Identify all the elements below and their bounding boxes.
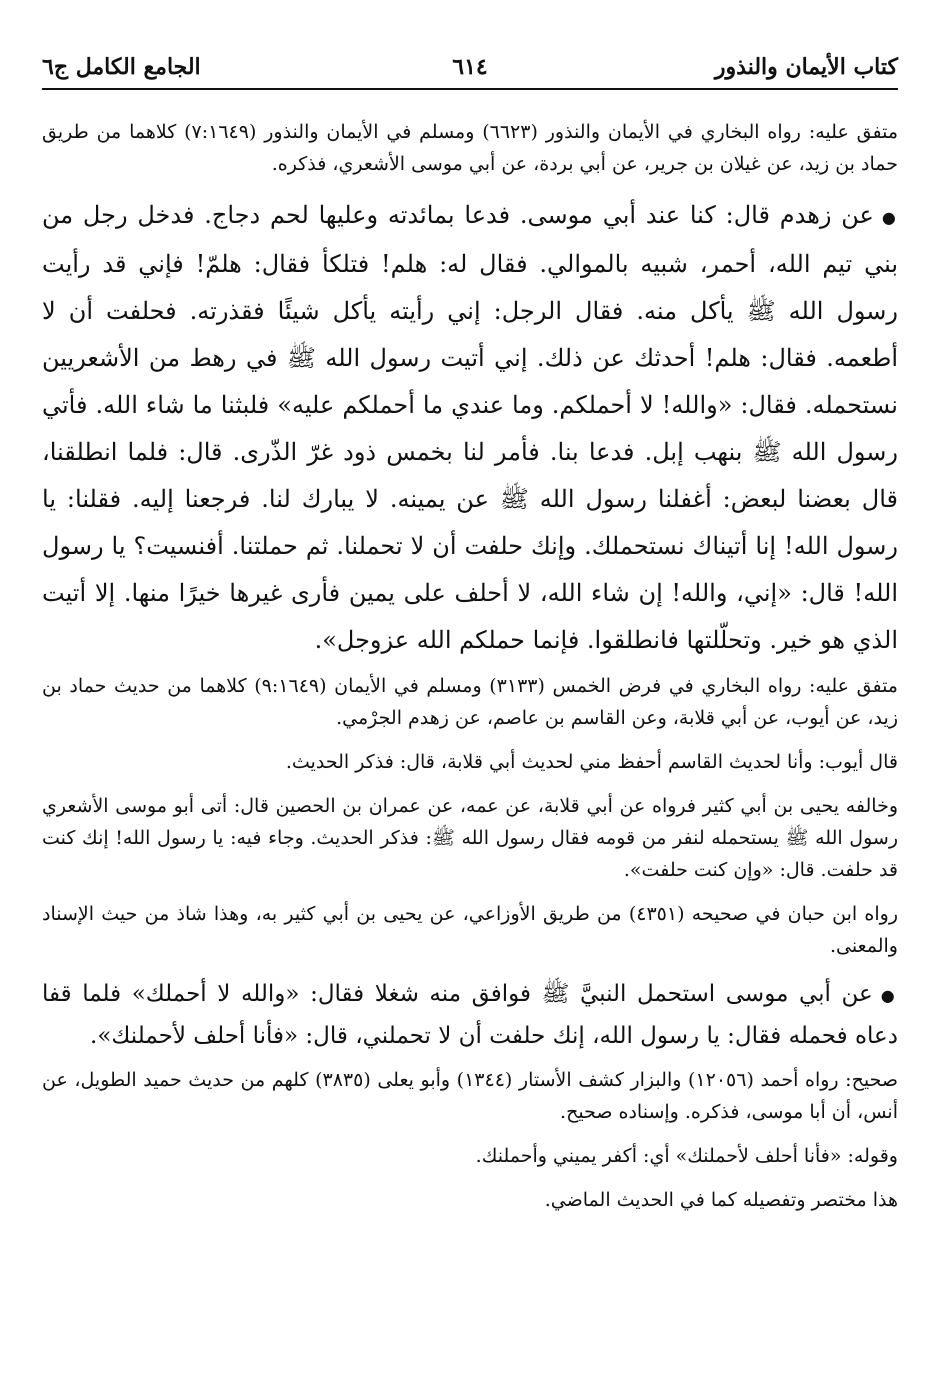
bullet-icon: ● xyxy=(880,986,898,1005)
bullet-icon: ● xyxy=(881,208,898,227)
header-rule xyxy=(42,88,898,90)
takhrij-note: متفق عليه: رواه البخاري في فرض الخمس (٣١٣٣) ومسلم في الأيمان (٩:١٦٤٩) كلاهما من حديث حماد بن زيد، عن أيوب، عن أبي قلابة، وعن القاسم بن عاصم، عن زهدم الجرْمي. xyxy=(42,675,898,729)
running-header xyxy=(42,52,898,88)
book-title: كتاب الأيمان والنذور xyxy=(714,54,898,80)
commentary-note: وقوله: «فأنا أحلف لأحملنك» أي: أكفر يميني وأحملنك. xyxy=(475,1145,898,1167)
commentary-note: وخالفه يحيى بن أبي كثير فرواه عن أبي قلابة، عن عمه، عن عمران بن الحصين قال: أتى أبو موسى الأشعري رسول الله ﷺ يستحمله لنفر من قومه فقال رسول الله ﷺ: فذكر الحديث. وجاء فيه: يا رسول الله! إنك كنت قد حلفت. قال: «وإن كنت حلفت». xyxy=(42,795,898,881)
collection-title: الجامع الكامل ج٦ xyxy=(42,54,201,80)
commentary-note: قال أيوب: وأنا لحديث القاسم أحفظ مني لحديث أبي قلابة، قال: فذكر الحديث. xyxy=(285,751,898,773)
page-number: ٦١٤ xyxy=(452,54,488,80)
hadith-text: ●عن أبي موسى استحمل النبيَّ ﷺ فوافق منه شغلا فقال: «والله لا أحملك» فلما قفا دعاه فحمله فقال: يا رسول الله، إنك حلفت أن لا تحملني، قال: «فأنا أحلف لأحملنك». xyxy=(42,981,898,1049)
hadith-text: ●عن زهدم قال: كنا عند أبي موسى. فدعا بمائدته وعليها لحم دجاج. فدخل رجل من بني تيم الله، أحمر، شبيه بالموالي. فقال له: هلم! فتلكأ فقال: هلمّ! فإني قد رأيت رسول الله ﷺ يأكل منه. فقال الرجل: إني رأيته يأكل شيئًا فقذرته. فحلفت أن لا أطعمه. فقال: هلم! أحدثك عن ذلك. إني أتيت رسول الله ﷺ في رهط من الأشعريين نستحمله. فقال: «والله! لا أحملكم. وما عندي ما أحملكم عليه» فلبثنا ما شاء الله. فأتي رسول الله ﷺ بنهب إبل. فدعا بنا. فأمر لنا بخمس ذود غرّ الذّرى. قال: فلما انطلقنا، قال بعضنا لبعض: أغفلنا رسول الله ﷺ عن يمينه. لا يبارك لنا. فرجعنا إليه. فقلنا: يا رسول الله! إنا أتيناك نستحملك. وإنك حلفت أن لا تحملنا. ثم حملتنا. أفنسيت؟ يا رسول الله! قال: «إني، والله! إن شاء الله، لا أحلف على يمين فأرى غيرها خيرًا منها. إلا أتيت الذي هو خير. وتحلّلتها فانطلقوا. فإنما حملكم الله عزوجل». xyxy=(42,201,899,654)
commentary-note: رواه ابن حبان في صحيحه (٤٣٥١) من طريق الأوزاعي، عن يحيى بن أبي كثير به، وهذا شاذ من حيث الإسناد والمعنى. xyxy=(42,903,898,957)
takhrij-note: متفق عليه: رواه البخاري في الأيمان والنذور (٦٦٢٣) ومسلم في الأيمان والنذور (٧:١٦٤٩) كلاهما من طريق حماد بن زيد، عن غيلان بن جرير، عن أبي بردة، عن أبي موسى الأشعري، فذكره. xyxy=(42,121,898,175)
takhrij-note: صحيح: رواه أحمد (١٢٠٥٦) والبزار كشف الأستار (١٣٤٤) وأبو يعلى (٣٨٣٥) كلهم من حديث حميد الطويل، عن أنس، أن أبا موسى، فذكره. وإسناده صحيح. xyxy=(42,1069,898,1123)
commentary-note: هذا مختصر وتفصيله كما في الحديث الماضي. xyxy=(544,1189,898,1211)
